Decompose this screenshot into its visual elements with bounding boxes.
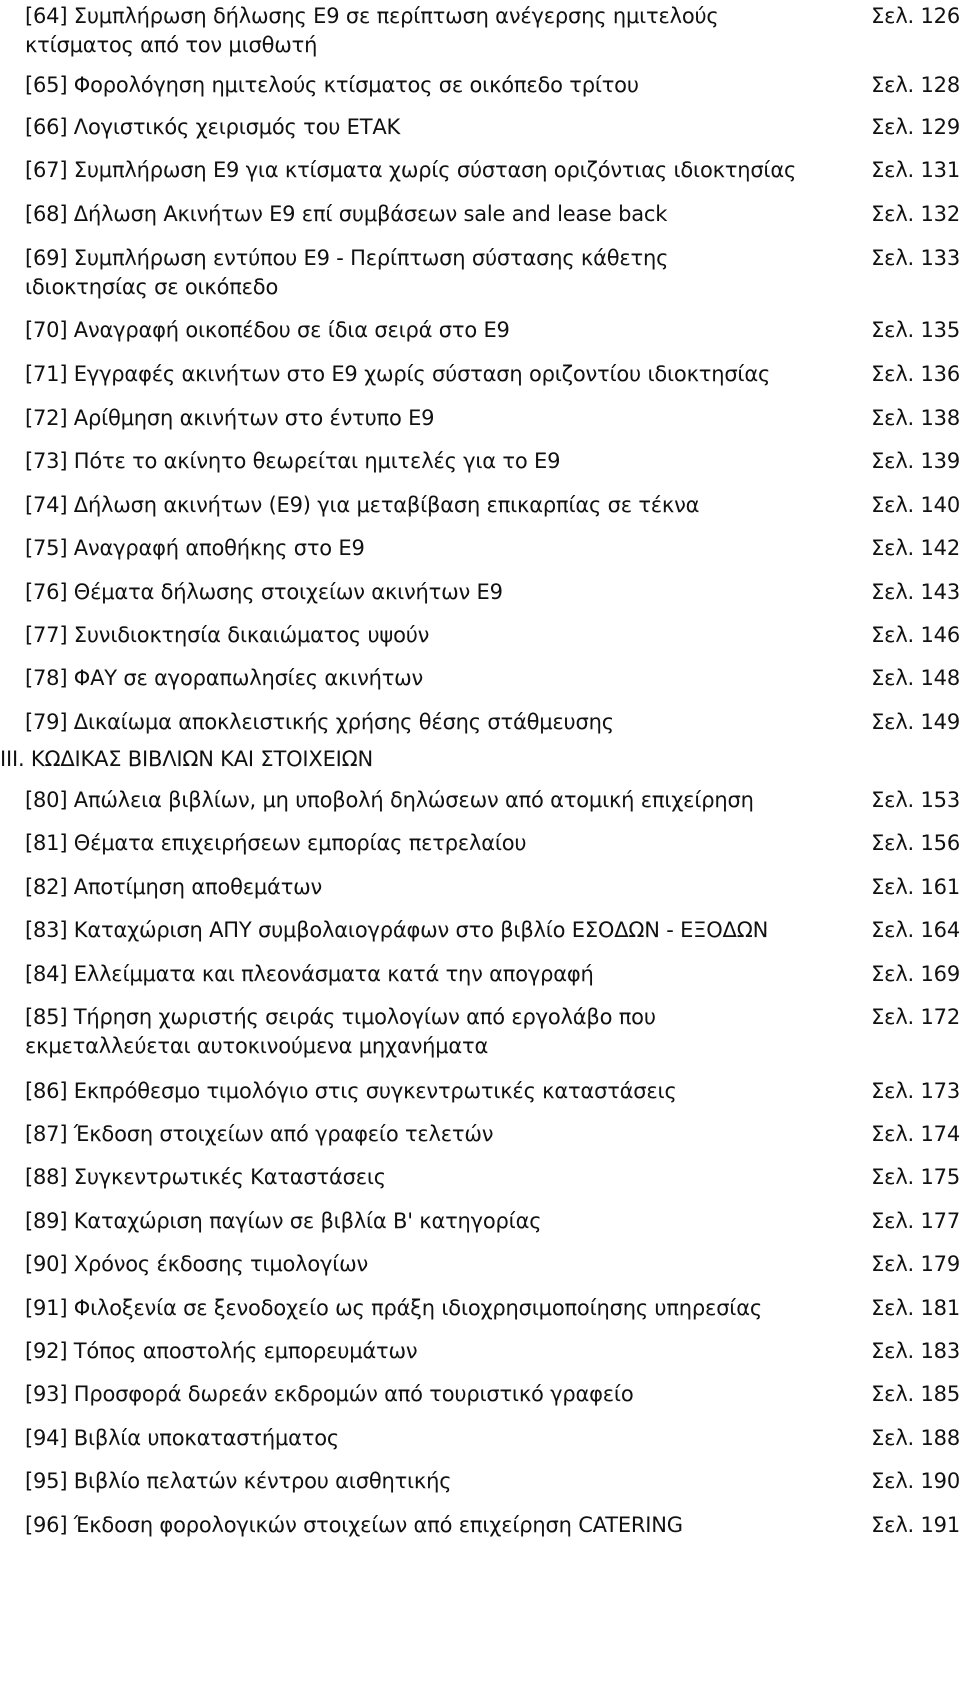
toc-entry-page: Σελ. 139 [871, 449, 960, 473]
toc-entry-title: [73] Πότε το ακίνητο θεωρείται ημιτελές για το Ε9 [25, 449, 561, 473]
toc-entry-title: [81] Θέματα επιχειρήσεων εμπορίας πετρελαίου [25, 831, 527, 855]
toc-entry-page: Σελ. 148 [871, 666, 960, 690]
toc-entry-page: Σελ. 173 [871, 1079, 960, 1103]
toc-entry-title: [90] Χρόνος έκδοσης τιμολογίων [25, 1252, 369, 1276]
toc-entry-page: Σελ. 175 [871, 1165, 960, 1189]
toc-entry-page: Σελ. 149 [871, 710, 960, 734]
section-heading: III. ΚΩΔΙΚΑΣ ΒΙΒΛΙΩΝ ΚΑΙ ΣΤΟΙΧΕΙΩΝ [0, 747, 374, 771]
toc-entry-page: Σελ. 138 [871, 406, 960, 430]
toc-entry-title: [70] Αναγραφή οικοπέδου σε ίδια σειρά στο Ε9 [25, 318, 510, 342]
toc-entry-title: [69] Συμπλήρωση εντύπου Ε9 - Περίπτωση σύστασης κάθετης ιδιοκτησίας σε οικόπεδο [25, 246, 669, 299]
toc-entry-page: Σελ. 131 [871, 158, 960, 182]
toc-entry-page: Σελ. 129 [871, 115, 960, 139]
toc-entry-page: Σελ. 161 [871, 875, 960, 899]
toc-entry-title: [86] Εκπρόθεσμο τιμολόγιο στις συγκεντρωτικές καταστάσεις [25, 1079, 677, 1103]
toc-entry-page: Σελ. 126 [871, 4, 960, 28]
toc-entry-title: [64] Συμπλήρωση δήλωσης Ε9 σε περίπτωση ανέγερσης ημιτελούς κτίσματος από τον μισθωτή [25, 4, 719, 57]
toc-entry-page: Σελ. 128 [871, 73, 960, 97]
toc-entry-title: [71] Εγγραφές ακινήτων στο Ε9 χωρίς σύσταση οριζοντίου ιδιοκτησίας [25, 362, 771, 386]
toc-entry-page: Σελ. 174 [871, 1122, 960, 1146]
toc-entry-title: [91] Φιλοξενία σε ξενοδοχείο ως πράξη ιδιοχρησιμοποίησης υπηρεσίας [25, 1296, 762, 1320]
toc-entry-page: Σελ. 146 [871, 623, 960, 647]
toc-entry-page: Σελ. 153 [871, 788, 960, 812]
toc-entry-title: [88] Συγκεντρωτικές Καταστάσεις [25, 1165, 386, 1189]
toc-entry-page: Σελ. 177 [871, 1209, 960, 1233]
toc-entry-page: Σελ. 156 [871, 831, 960, 855]
toc-entry-title: [79] Δικαίωμα αποκλειστικής χρήσης θέσης στάθμευσης [25, 710, 614, 734]
toc-entry-title: [75] Αναγραφή αποθήκης στο Ε9 [25, 536, 365, 560]
toc-entry-title: [82] Αποτίμηση αποθεμάτων [25, 875, 323, 899]
toc-entry-page: Σελ. 143 [871, 580, 960, 604]
toc-entry-title: [78] ΦΑΥ σε αγοραπωλησίες ακινήτων [25, 666, 424, 690]
toc-entry-title: [77] Συνιδιοκτησία δικαιώματος υψούν [25, 623, 430, 647]
toc-entry-page: Σελ. 179 [871, 1252, 960, 1276]
toc-entry-title: [94] Βιβλία υποκαταστήματος [25, 1426, 339, 1450]
toc-entry-page: Σελ. 164 [871, 918, 960, 942]
toc-entry-title: [84] Ελλείμματα και πλεονάσματα κατά την απογραφή [25, 962, 594, 986]
toc-entry-title: [65] Φορολόγηση ημιτελούς κτίσματος σε οικόπεδο τρίτου [25, 73, 639, 97]
toc-entry-title: [96] Έκδοση φορολογικών στοιχείων από επιχείρηση CATERING [25, 1513, 683, 1537]
toc-entry-title: [92] Τόπος αποστολής εμπορευμάτων [25, 1339, 418, 1363]
toc-entry-title: [80] Απώλεια βιβλίων, μη υποβολή δηλώσεων από ατομική επιχείρηση [25, 788, 754, 812]
toc-entry-page: Σελ. 188 [871, 1426, 960, 1450]
toc-entry-title: [66] Λογιστικός χειρισμός του ΕΤΑΚ [25, 115, 401, 139]
toc-entry-title: [74] Δήλωση ακινήτων (Ε9) για μεταβίβαση επικαρπίας σε τέκνα [25, 493, 700, 517]
toc-entry-title: [85] Τήρηση χωριστής σειράς τιμολογίων από εργολάβο που εκμεταλλεύεται αυτοκινούμενα μηχανήματα [25, 1005, 656, 1058]
toc-entry-title: [72] Αρίθμηση ακινήτων στο έντυπο Ε9 [25, 406, 435, 430]
toc-entry-title: [67] Συμπλήρωση Ε9 για κτίσματα χωρίς σύσταση οριζόντιας ιδιοκτησίας [25, 158, 797, 182]
toc-entry-title: [93] Προσφορά δωρεάν εκδρομών από τουριστικό γραφείο [25, 1382, 634, 1406]
toc-entry-page: Σελ. 140 [871, 493, 960, 517]
toc-entry-title: [87] Έκδοση στοιχείων από γραφείο τελετών [25, 1122, 494, 1146]
toc-entry-page: Σελ. 142 [871, 536, 960, 560]
toc-entry-title: [89] Καταχώριση παγίων σε βιβλία Β' κατηγορίας [25, 1209, 542, 1233]
toc-entry-title: [95] Βιβλίο πελατών κέντρου αισθητικής [25, 1469, 452, 1493]
toc-entry-title: [76] Θέματα δήλωσης στοιχείων ακινήτων Ε9 [25, 580, 503, 604]
toc-entry-page: Σελ. 136 [871, 362, 960, 386]
toc-entry-page: Σελ. 135 [871, 318, 960, 342]
toc-entry-title: [68] Δήλωση Ακινήτων Ε9 επί συμβάσεων sale and lease back [25, 202, 668, 226]
toc-entry-title: [83] Καταχώριση ΑΠΥ συμβολαιογράφων στο βιβλίο ΕΣΟΔΩΝ - ΕΞΟΔΩΝ [25, 918, 769, 942]
toc-entry-page: Σελ. 181 [871, 1296, 960, 1320]
toc-entry-page: Σελ. 133 [871, 246, 960, 270]
toc-entry-page: Σελ. 169 [871, 962, 960, 986]
toc-entry-page: Σελ. 172 [871, 1005, 960, 1029]
toc-entry-page: Σελ. 185 [871, 1382, 960, 1406]
toc-entry-page: Σελ. 183 [871, 1339, 960, 1363]
toc-entry-page: Σελ. 190 [871, 1469, 960, 1493]
toc-entry-page: Σελ. 191 [871, 1513, 960, 1537]
toc-entry-page: Σελ. 132 [871, 202, 960, 226]
